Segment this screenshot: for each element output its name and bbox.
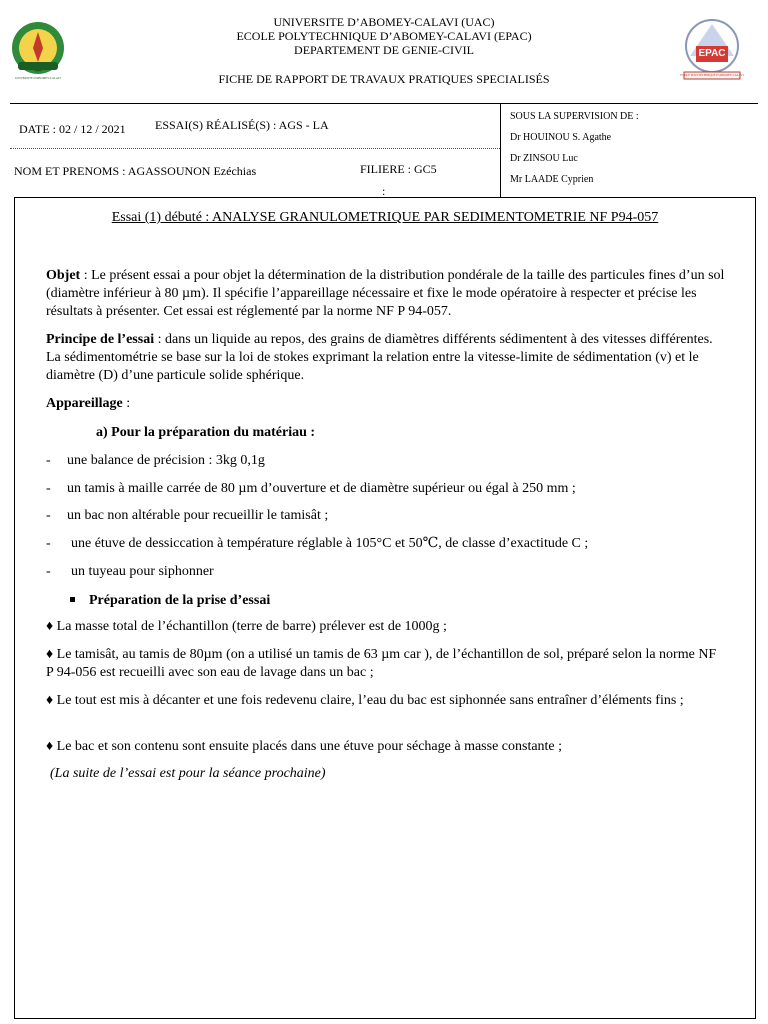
step-text: Le bac et son contenu sont ensuite placés dans une étuve pour séchage à masse constante ;	[56, 739, 563, 754]
equipment-text: un tamis à maille carrée de 80 µm d’ouverture et de diamètre supérieur ou égal à 250 mm ;	[67, 481, 576, 496]
equipment-text: un bac non altérable pour recueillir le tamisât ;	[67, 508, 329, 523]
info-divider	[500, 103, 501, 197]
appareillage-heading	[46, 395, 726, 413]
prep-prise-heading	[70, 592, 270, 610]
university-name: UNIVERSITE D’ABOMEY-CALAVI (UAC)	[273, 15, 495, 29]
dash-marker: -	[46, 564, 51, 579]
program-field: FILIERE : GC5	[360, 162, 437, 176]
step-item	[46, 646, 726, 682]
step-item	[46, 692, 726, 710]
principe-label: Principe de l’essai	[46, 332, 155, 347]
step-text: Le tamisât, au tamis de 80µm (on a utilisé un tamis de 63 µm car ), de l’échantillon de sol, préparé selon la norme NF P 94-056 est recueilli avec son eau de lavage dans un bac ;	[46, 647, 717, 680]
square-bullet-icon	[70, 597, 75, 602]
equipment-item	[46, 507, 329, 525]
step-item	[46, 738, 726, 756]
student-name: NOM ET PRENOMS : AGASSOUNON Ezéchias	[14, 164, 257, 178]
objet-text: : Le présent essai a pour objet la détermination de la distribution pondérale de la taille des particules fines d’un sol (diamètre inférieur à 80 µm). Il spécifie l’appareillage nécessaire et fixe le mode opératoire à respecter et précise les résultats à présenter. Cet essai est réglementé par la norme NF P 94-057.	[46, 268, 725, 319]
diamond-bullet-icon: ♦	[46, 739, 54, 754]
supervisor-2: Dr ZINSOU Luc	[510, 153, 578, 164]
step-item	[46, 618, 726, 636]
supervisor-1: Dr HOUINOU S. Agathe	[510, 132, 612, 143]
left-logo-text: UNIVERSITE D'ABOMEY-CALAVI	[15, 76, 61, 80]
continuation-note: (La suite de l’essai est pour la séance prochaine)	[50, 766, 326, 781]
objet-label: Objet	[46, 268, 81, 283]
equipment-item	[46, 535, 589, 553]
diamond-bullet-icon: ♦	[46, 619, 54, 634]
right-logo-caption: ECOLE POLYTECHNIQUE D'ABOMEY-CALAVI	[680, 73, 744, 77]
diamond-bullet-icon: ♦	[46, 647, 54, 662]
step-text: La masse total de l’échantillon (terre de barre) prélever est de 1000g ;	[56, 619, 447, 634]
equipment-item	[46, 480, 576, 498]
report-title: FICHE DE RAPPORT DE TRAVAUX PRATIQUES SPECIALISÉS	[218, 72, 550, 86]
right-logo-brand: EPAC	[698, 48, 726, 59]
diamond-bullet-icon: ♦	[46, 693, 54, 708]
program-colon: :	[382, 184, 386, 198]
equipment-text: une étuve de dessiccation à température réglable à 105°C et 50℃, de classe d’exactitude C ;	[71, 536, 589, 551]
dash-marker: -	[46, 481, 51, 496]
supervision-label: SOUS LA SUPERVISION DE :	[510, 111, 639, 122]
prep-materiau-heading: a) Pour la préparation du matériau :	[96, 425, 316, 440]
principe-paragraph	[46, 331, 726, 385]
school-name: ECOLE POLYTECHNIQUE D’ABOMEY-CALAVI (EPAC)	[236, 29, 532, 43]
essai-title: Essai (1) débuté : ANALYSE GRANULOMETRIQUE PAR SEDIMENTOMETRIE NF P94-057	[111, 210, 659, 225]
prep-prise-label: Préparation de la prise d’essai	[89, 593, 271, 608]
objet-paragraph	[46, 267, 726, 321]
step-text: Le tout est mis à décanter et une fois redevenu claire, l’eau du bac est siphonnée sans entraîner d’éléments fins ;	[56, 693, 684, 708]
right-logo	[676, 16, 748, 84]
dash-marker: -	[46, 453, 51, 468]
appareillage-colon: :	[122, 396, 131, 411]
dash-marker: -	[46, 536, 51, 551]
tests-performed: ESSAI(S) RÉALISÉ(S) : AGS - LA	[155, 118, 329, 132]
info-top-rule	[10, 103, 758, 104]
equipment-item	[46, 452, 265, 470]
supervisor-3: Mr LAADE Cyprien	[510, 174, 594, 185]
equipment-text: une balance de précision : 3kg 0,1g	[67, 453, 265, 468]
equipment-item	[46, 563, 214, 581]
info-mid-rule	[10, 148, 500, 149]
dash-marker: -	[46, 508, 51, 523]
principe-text: : dans un liquide au repos, des grains de diamètres différents sédimentent à des vitesses différentes. La sédimentométrie se base sur la loi de stokes exprimant la relation entre la vitesse-limite de sédimentation (v) et le diamètre (D) d’une particule solide sphérique.	[46, 332, 713, 383]
department-name: DEPARTEMENT DE GENIE-CIVIL	[294, 43, 474, 57]
report-date: DATE : 02 / 12 / 2021	[19, 122, 126, 136]
appareillage-label: Appareillage	[46, 396, 123, 411]
equipment-text: un tuyeau pour siphonner	[71, 564, 214, 579]
